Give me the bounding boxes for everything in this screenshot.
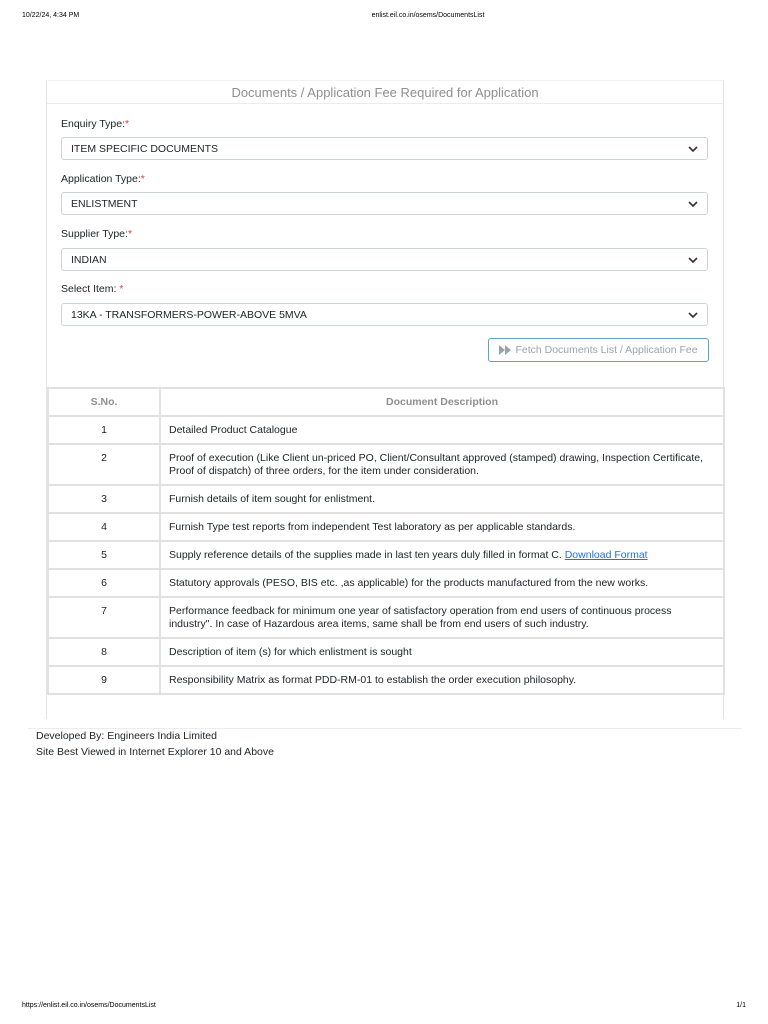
supplier-type-select[interactable]	[61, 248, 708, 271]
documents-card	[46, 80, 724, 719]
print-footer	[0, 1002, 768, 1016]
supplier-type-label: Supplier Type:*	[61, 228, 133, 240]
required-mark: *	[125, 118, 130, 130]
row-sno: 2	[48, 444, 160, 485]
row-sno: 3	[48, 485, 160, 513]
print-full-url: https://enlist.eil.co.in/osems/DocumentsList	[22, 1002, 156, 1009]
fetch-documents-button[interactable]	[488, 338, 709, 362]
fast-forward-icon	[499, 345, 511, 355]
best-viewed-text: Site Best Viewed in Internet Explorer 10 and Above	[36, 746, 274, 758]
table-row	[48, 416, 724, 444]
row-description: Detailed Product Catalogue	[160, 416, 724, 444]
application-type-label: Application Type:*	[61, 173, 145, 185]
select-item-label: Select Item: *	[61, 283, 124, 295]
table-row	[48, 513, 724, 541]
chevron-down-icon	[687, 198, 699, 210]
documents-table	[47, 387, 725, 695]
row-description: Furnish Type test reports from independent Test laboratory as per applicable standards.	[160, 513, 724, 541]
print-datetime: 10/22/24, 4:34 PM	[22, 12, 80, 19]
row-sno: 8	[48, 638, 160, 666]
chevron-down-icon	[687, 309, 699, 321]
table-row	[48, 541, 724, 569]
row-description: Responsibility Matrix as format PDD-RM-01 to establish the order execution philosophy.	[160, 666, 724, 694]
footer-divider	[28, 728, 742, 729]
row-description: Statutory approvals (PESO, BIS etc. ,as applicable) for the products manufactured from the new works.	[160, 569, 724, 597]
row-description: Performance feedback for minimum one year of satisfactory operation from end users of continuous process industry". In case of Hazardous area items, same shall be from end users of such industry.	[160, 597, 724, 638]
print-header	[0, 12, 768, 26]
fetch-button-label: Fetch Documents List / Application Fee	[515, 344, 698, 356]
developed-by-text: Developed By: Engineers India Limited	[36, 730, 217, 742]
column-header-sno: S.No.	[48, 388, 160, 416]
supplier-type-value: INDIAN	[71, 254, 107, 266]
row-description: Description of item (s) for which enlistment is sought	[160, 638, 724, 666]
row-description: Furnish details of item sought for enlistment.	[160, 485, 724, 513]
enquiry-type-select[interactable]	[61, 137, 708, 160]
enquiry-type-label: Enquiry Type:*	[61, 118, 130, 130]
row-sno: 5	[48, 541, 160, 569]
row-sno: 7	[48, 597, 160, 638]
required-mark: *	[119, 283, 124, 295]
row-description: Proof of execution (Like Client un-priced PO, Client/Consultant approved (stamped) drawing, Inspection Certificate, Proof of dispatch) of three orders, for the item under consideration.	[160, 444, 724, 485]
row-sno: 6	[48, 569, 160, 597]
table-row	[48, 444, 724, 485]
chevron-down-icon	[687, 143, 699, 155]
chevron-down-icon	[687, 254, 699, 266]
row-sno: 9	[48, 666, 160, 694]
table-row	[48, 485, 724, 513]
table-row	[48, 597, 724, 638]
required-mark: *	[127, 228, 133, 240]
print-page-count: 1/1	[736, 1002, 746, 1009]
row-sno: 1	[48, 416, 160, 444]
select-item-value: 13KA - TRANSFORMERS-POWER-ABOVE 5MVA	[71, 309, 307, 321]
column-header-description: Document Description	[160, 388, 724, 416]
row-description	[160, 541, 724, 569]
print-page-url: enlist.eil.co.in/osems/DocumentsList	[371, 12, 485, 19]
download-format-link[interactable]: Download Format	[564, 549, 648, 561]
application-type-value: ENLISTMENT	[71, 198, 138, 210]
title-divider	[47, 103, 723, 104]
card-title: Documents / Application Fee Required for Application	[231, 85, 539, 100]
row-sno: 4	[48, 513, 160, 541]
table-header-row	[48, 388, 724, 416]
row-description-text: Supply reference details of the supplies made in last ten years duly filled in format C.	[169, 549, 565, 561]
application-type-select[interactable]	[61, 192, 708, 215]
table-row	[48, 666, 724, 694]
enquiry-type-value: ITEM SPECIFIC DOCUMENTS	[71, 143, 219, 155]
table-row	[48, 569, 724, 597]
table-row	[48, 638, 724, 666]
select-item-select[interactable]	[61, 303, 708, 326]
required-mark: *	[140, 173, 145, 185]
